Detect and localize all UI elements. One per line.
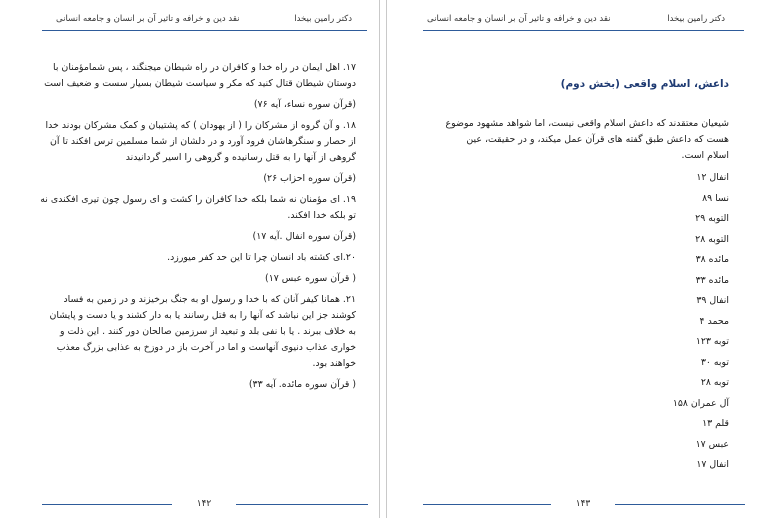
page-number: ۱۴۳ (575, 499, 591, 509)
page-footer (42, 499, 368, 511)
footer-rule (423, 504, 551, 505)
running-header (56, 14, 352, 28)
header-title: نقد دین و خرافه و تاثیر آن بر انسان و جامعه انسانی (427, 14, 611, 24)
left-page-body (40, 60, 356, 398)
page-footer (423, 499, 745, 511)
verse-paragraph: ۱۸. و آن گروه از مشرکان را ( از یهودان ) که پشتیبان و کمک مشرکان بودند خدا از حصار و سنگرهاشان فرود آورد و در دلشان از شما مسلمین ترس افکند تا آن گروهی از آنها را به قتل رسانیده و گروهی را اسیر گردانیدند (45, 120, 356, 163)
verse-reference: انفال ۱۲ (696, 172, 729, 183)
verse-reference: توبه ۱۲۳ (695, 336, 729, 347)
right-page (387, 0, 768, 518)
verse-paragraph: ۲۱. همانا کیفر آنان که با خدا و رسول او به جنگ برخیزند و در زمین به فساد کوشند جز این نباشد که آنها را به قتل رسانند یا به دار کشند و یا دست و پایشان به خلاف ببرند . یا با نفی بلد و تبعید از سرزمین صالحان دور کنند . این ذلت و خواری عذاب دنیوی آنهاست و اما در آخرت باز در دوزخ به عذابی بزرگ معذب خواهند بود. (49, 294, 356, 369)
quran-citation: (قرآن سوره احزاب ۲۶) (263, 173, 356, 184)
header-rule (42, 30, 367, 31)
header-rule (423, 30, 744, 31)
quran-citation: ( قرآن سوره عبس ۱۷) (265, 273, 356, 284)
verse-reference: انفال ۱۷ (696, 459, 729, 470)
verse-paragraph: ۲۰.ای کشته باد انسان چرا تا این حد کفر میورزد. (167, 252, 356, 263)
page-edge-divider (379, 0, 380, 518)
footer-rule (42, 504, 172, 505)
verse-reference: توبه ۲۸ (700, 377, 729, 388)
verse-reference: مائده ۳۸ (695, 254, 729, 265)
verse-reference: محمد ۴ (699, 315, 729, 327)
header-author: دکتر رامین بیخدا (294, 14, 352, 24)
verse-reference: قلم ۱۳ (702, 418, 729, 429)
verse-reference: التوبه ۲۸ (695, 233, 729, 245)
verse-reference: عبس ۱۷ (695, 438, 729, 450)
verse-reference: انفال ۳۹ (696, 295, 729, 306)
reference-list (442, 168, 729, 476)
footer-rule (615, 504, 745, 505)
left-page (0, 0, 379, 518)
verse-reference: نسا ۸۹ (702, 192, 729, 204)
quran-citation: (قرآن سوره انفال .آیه ۱۷) (252, 231, 356, 242)
verse-reference: التوبه ۲۹ (695, 213, 729, 224)
header-title: نقد دین و خرافه و تاثیر آن بر انسان و جامعه انسانی (56, 14, 240, 24)
footer-rule (236, 504, 368, 505)
verse-reference: توبه ۳۰ (700, 356, 729, 368)
page-number: ۱۴۲ (196, 499, 212, 509)
verse-paragraph: ۱۷. اهل ایمان در راه خدا و کافران در راه شیطان میجنگند ، پس شمامؤمنان با دوستان شیطان قتال کنید که مکر و سیاست شیطان بسیار سست و ضعیف است (44, 62, 356, 89)
running-header (427, 14, 725, 28)
quran-citation: ( قرآن سوره مائده. آیه ۳۳) (248, 379, 356, 390)
header-author: دکتر رامین بیخدا (667, 14, 725, 24)
verse-paragraph: ۱۹. ای مؤمنان نه شما بلکه خدا کافران را کشت و ای رسول چون تیری افکندی نه تو بلکه خدا افکند. (40, 194, 356, 221)
intro-paragraph: شیعیان معتقدند که داعش اسلام واقعی نیست، اما شواهد مشهود موضوع هست که داعش طبق گفته های قرآن عمل میکند، و در حقیقت، عین اسلام است. (445, 118, 729, 161)
verse-reference: مائده ۳۳ (695, 274, 729, 286)
section-title: داعش، اسلام واقعی (بخش دوم) (560, 78, 729, 90)
verse-reference: آل عمران ۱۵۸ (672, 397, 729, 409)
right-page-body (442, 76, 729, 476)
quran-citation: (قرآن سوره نساء، آیه ۷۶) (253, 99, 356, 110)
